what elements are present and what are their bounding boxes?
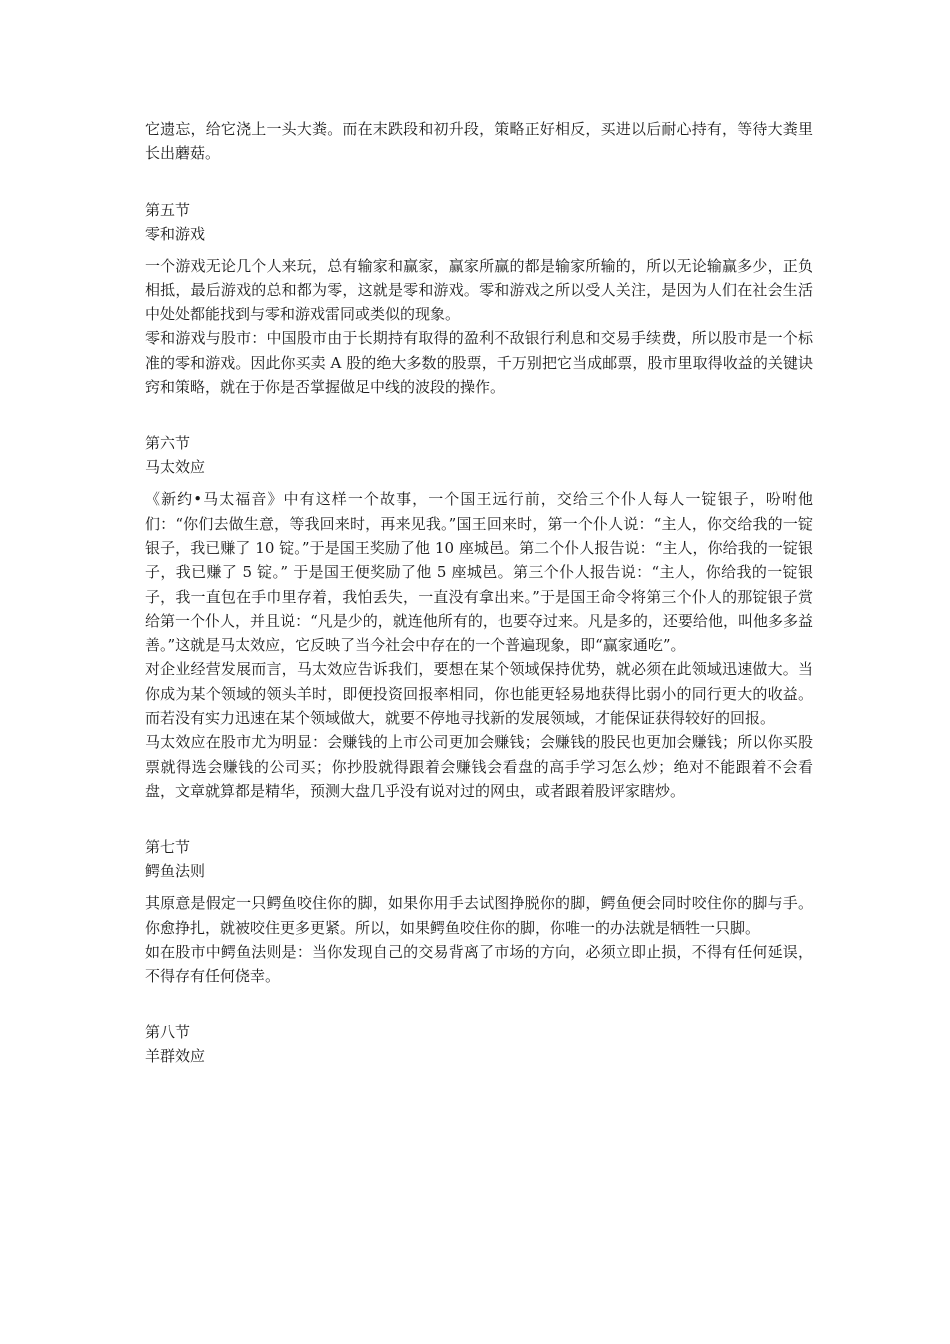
title-spacer	[145, 246, 813, 254]
section-8	[145, 1020, 813, 1068]
section-title: 羊群效应	[145, 1047, 206, 1066]
section-title: 马太效应	[145, 458, 206, 477]
section-spacer	[145, 166, 813, 198]
section-5	[145, 198, 813, 400]
title-spacer	[145, 479, 813, 487]
section-spacer	[145, 399, 813, 431]
intro-block	[145, 117, 813, 166]
section-paragraph: 对企业经营发展而言，马太效应告诉我们，要想在某个领域保持优势，就必须在此领域迅速做大。当你成为某个领域的领头羊时，即便投资回报率相同，你也能更轻易地获得比弱小的同行更大的收益。而若没有实力迅速在某个领域做大，就要不停地寻找新的发展领域，才能保证获得较好的回报。	[145, 660, 813, 728]
intro-paragraph: 它遗忘，给它浇上一头大粪。而在末跌段和初升段，策略正好相反，买进以后耐心持有，等待大粪里长出蘑菇。	[145, 120, 813, 163]
section-7	[145, 835, 813, 988]
document-page	[145, 117, 813, 1068]
section-number: 第七节	[145, 838, 191, 857]
section-6	[145, 431, 813, 803]
section-paragraph: 《新约•马太福音》中有这样一个故事，一个国王远行前，交给三个仆人每人一锭银子，吩咐他们：“你们去做生意，等我回来时，再来见我。”国王回来时，第一个仆人说：“主人，你交给我的一锭银子，我已赚了 10 锭。”于是国王奖励了他 10 座城邑。第二个仆人报告说：“主人，你给我的一锭银子，我已赚了 5 锭。” 于是国王便奖励了他 5 座城邑。第三个仆人报告说：“主人，你给我的一锭银子，我一直包在手巾里存着，我怕丢失，一直没有拿出来。”于是国王命令将第三个仆人的那锭银子赏给第一个仆人，并且说：“凡是少的，就连他所有的，也要夺过来。凡是多的，还要给他，叫他多多益善。”这就是马太效应，它反映了当今社会中存在的一个普遍现象，即“赢家通吃”。	[145, 490, 813, 655]
section-paragraph: 零和游戏与股市：中国股市由于长期持有取得的盈利不敌银行利息和交易手续费，所以股市是一个标准的零和游戏。因此你买卖 A 股的绝大多数的股票，千万别把它当成邮票，股市里取得收益的关键诀窍和策略，就在于你是否掌握做足中线的波段的操作。	[145, 329, 813, 397]
section-paragraph: 一个游戏无论几个人来玩，总有输家和赢家，赢家所赢的都是输家所输的，所以无论输赢多少，正负相抵，最后游戏的总和都为零，这就是零和游戏。零和游戏之所以受人关注，是因为人们在社会生活中处处都能找到与零和游戏雷同或类似的现象。	[145, 256, 813, 324]
section-title: 零和游戏	[145, 224, 206, 243]
title-spacer	[145, 883, 813, 891]
section-number: 第五节	[145, 200, 191, 219]
section-paragraph: 如在股市中鳄鱼法则是：当你发现自己的交易背离了市场的方向，必须立即止损，不得有任何延误，不得存有任何侥幸。	[145, 942, 813, 986]
section-number: 第八节	[145, 1023, 191, 1042]
section-paragraph: 马太效应在股市尤为明显：会赚钱的上市公司更加会赚钱；会赚钱的股民也更加会赚钱；所以你买股票就得选会赚钱的公司买；你抄股就得跟着会赚钱会看盘的高手学习怎么炒；绝对不能跟着不会看盘，文章就算都是精华，预测大盘几乎没有说对过的网虫，或者跟着股评家瞎炒。	[145, 733, 813, 800]
section-paragraph: 其原意是假定一只鳄鱼咬住你的脚，如果你用手去试图挣脱你的脚，鳄鱼便会同时咬住你的脚与手。你愈挣扎，就被咬住更多更紧。所以，如果鳄鱼咬住你的脚，你唯一的办法就是牺牲一只脚。	[145, 894, 813, 937]
section-spacer	[145, 988, 813, 1020]
section-number: 第六节	[145, 434, 191, 453]
section-title: 鳄鱼法则	[145, 862, 206, 881]
section-spacer	[145, 803, 813, 835]
